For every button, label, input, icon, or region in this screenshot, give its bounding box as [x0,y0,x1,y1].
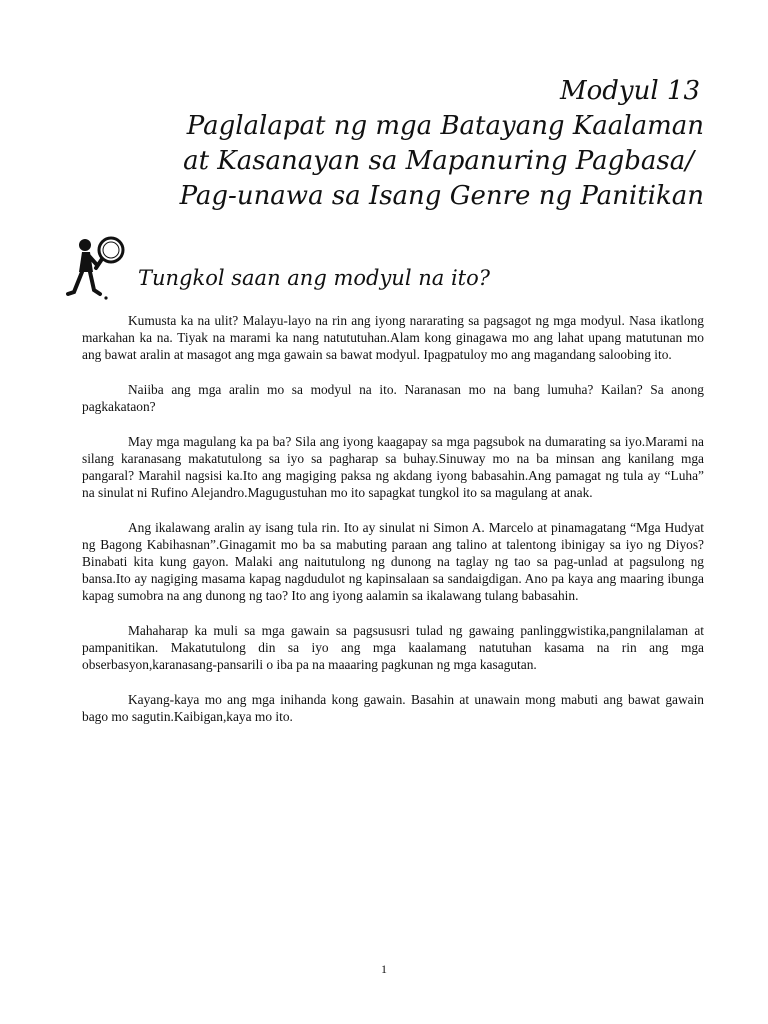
introduction-body [82,312,704,743]
module-title [64,74,704,214]
person-with-magnifying-glass-icon [60,232,130,304]
module-title-line-3: Pag-unawa sa Isang Genre ng Panitikan [179,181,704,211]
paragraph: Ang ikalawang aralin ay isang tula rin. Ito ay sinulat ni Simon A. Marcelo at pinamagatang “Mga Hudyat ng Bagong Kabihasnan”.Ginagamit mo ba sa mabuting paraan ang talino at talentong ibinigay sa iyo ng Diyos? Binabati kita kung gayon. Malaki ang naitutulong ng dunong na taglay ng tao sa pag-unlad at pagsulong ng bansa.Ito ay nagiging masama kapag nagdudulot ng kapinsalaan sa sandaigdigan. Ano pa kaya ang maaring ibunga kapag sumobra na ang dunong ng tao? Ito ang iyong aalamin sa ikalawang tulang babasahin. [82,520,704,603]
module-title-line-2: at Kasanayan sa Mapanuring Pagbasa/ [183,146,694,176]
section-header [60,232,720,306]
page-number: 1 [381,962,387,976]
paragraph: Kayang-kaya mo ang mga inihanda kong gawain. Basahin at unawain mong mabuti ang bawat gawain bago mo sagutin.Kaibigan,kaya mo ito. [82,692,704,724]
paragraph: May mga magulang ka pa ba? Sila ang iyong kaagapay sa mga pagsubok na dumarating sa iyo.Marami na silang karanasang makatutulong sa iyo sa pagharap sa buhay.Sinuway mo na ba minsan ang kanilang mga pangaral? Marahil nagsisi ka.Ito ang magiging paksa ng akdang iyong babasahin.Ang pamagat ng tula ay “Luha” na sinulat ni Rufino Alejandro.Magugustuhan mo ito sapagkat tungkol ito sa magulang at anak. [82,434,704,500]
section-heading: Tungkol saan ang modyul na ito? [138,266,490,290]
paragraph: Mahaharap ka muli sa mga gawain sa pagsususri tulad ng gawaing panlinggwistika,pangnilalaman at pampanitikan. Makatutulong din sa iyo ang mga kaalamang natutuhan kasama na rin ang mga obserbasyon,karanasang-pansarili o iba pa na maaaring pagkunan ng mga kasagutan. [82,623,704,672]
paragraph: Kumusta ka na ulit? Malayu-layo na rin ang iyong nararating sa pagsagot ng mga modyul. Nasa ikatlong markahan ka na. Tiyak na marami ka nang natututuhan.Alam kong ginagawa mo ang lahat upang matutunan mo ang bawat aralin at masagot ang mga gawain sa bawat modyul. Ipagpatuloy mo ang magandang saloobing ito. [82,313,704,362]
module-title-line-1: Paglalapat ng mga Batayang Kaalaman [186,111,704,141]
module-number: Modyul 13 [559,76,700,106]
paragraph: Naiiba ang mga aralin mo sa modyul na ito. Naranasan mo na bang lumuha? Kailan? Sa anong pagkakataon? [82,382,704,414]
